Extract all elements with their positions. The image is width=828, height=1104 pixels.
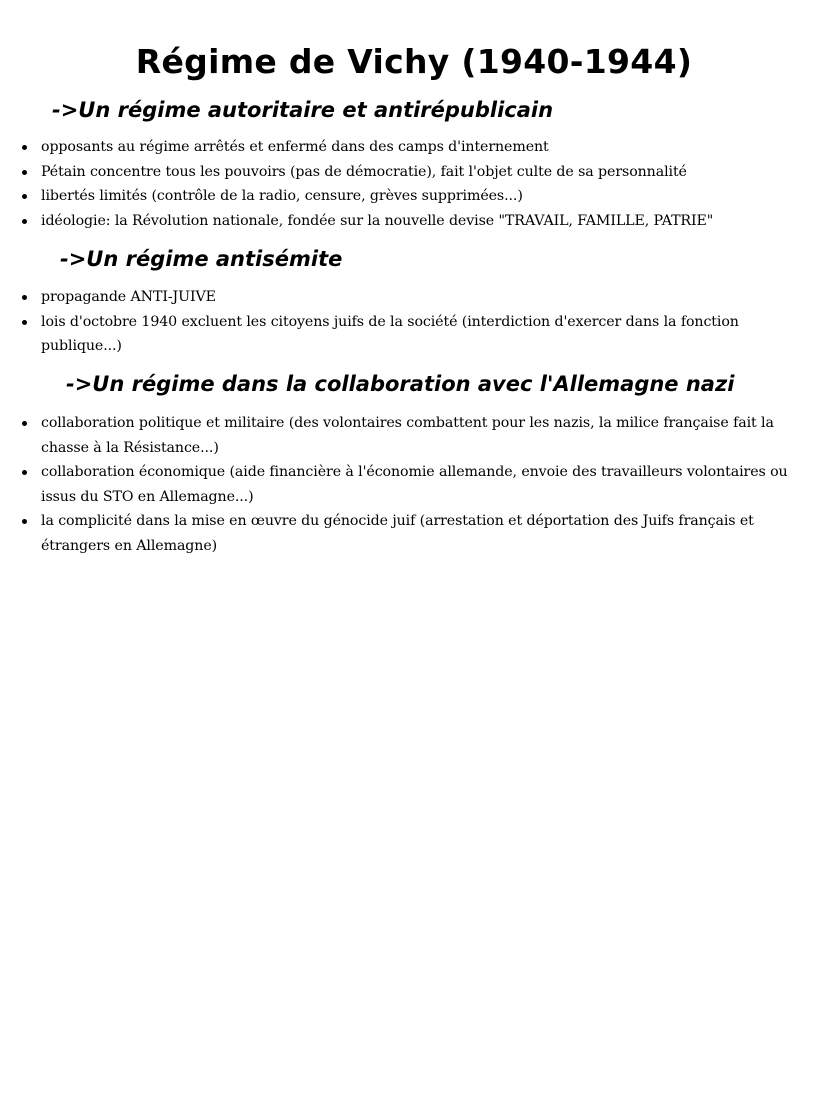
list-item-text: Pétain concentre tous les pouvoirs (pas de démocratie), fait l'objet culte de sa personnalité [41,163,687,180]
list-item [20,135,820,160]
section-heading-authoritarian: ->Un régime autoritaire et antirépublicain [52,98,554,122]
list-item-text: opposants au régime arrêtés et enfermé dans des camps d'internement [41,139,549,155]
bullet-icon [22,219,27,224]
bullet-icon [22,194,27,199]
bullet-icon [22,145,27,150]
bullet-icon [22,320,27,325]
bullet-list-authoritarian [20,135,820,233]
bullet-list-antisemitic [20,285,820,359]
bullet-list-collaboration [20,411,820,558]
list-item [20,509,820,558]
list-item [20,184,820,209]
bullet-icon [22,470,27,475]
bullet-icon [22,519,27,524]
list-item-text: la complicité dans la mise en œuvre du génocide juif (arrestation et déportation des Juifs français et étrangers en Allemagne) [41,513,754,554]
list-item [20,411,820,460]
list-item [20,209,820,234]
list-item-text: lois d'octobre 1940 excluent les citoyens juifs de la société (interdiction d'exercer dans la fonction publique...) [41,313,739,354]
bullet-icon [22,295,27,300]
section-heading-antisemitic: ->Un régime antisémite [60,247,343,271]
list-item [20,460,820,509]
section-heading-collaboration: ->Un régime dans la collaboration avec l'Allemagne nazi [66,372,735,396]
list-item-text: propagande ANTI-JUIVE [41,289,216,305]
list-item-text: collaboration économique (aide financière à l'économie allemande, envoie des travailleurs volontaires ou issus du STO en Allemagne...) [41,464,788,505]
list-item [20,160,820,185]
bullet-icon [22,170,27,175]
list-item-text: collaboration politique et militaire (des volontaires combattent pour les nazis, la milice française fait la chasse à la Résistance...) [41,415,774,456]
list-item-text: idéologie: la Révolution nationale, fondée sur la nouvelle devise "TRAVAIL, FAMILLE, PATRIE" [41,212,714,229]
bullet-icon [22,421,27,426]
list-item [20,285,820,310]
list-item [20,310,820,359]
list-item-text: libertés limités (contrôle de la radio, censure, grèves supprimées...) [41,188,523,204]
page-title: Régime de Vichy (1940-1944) [135,42,693,81]
